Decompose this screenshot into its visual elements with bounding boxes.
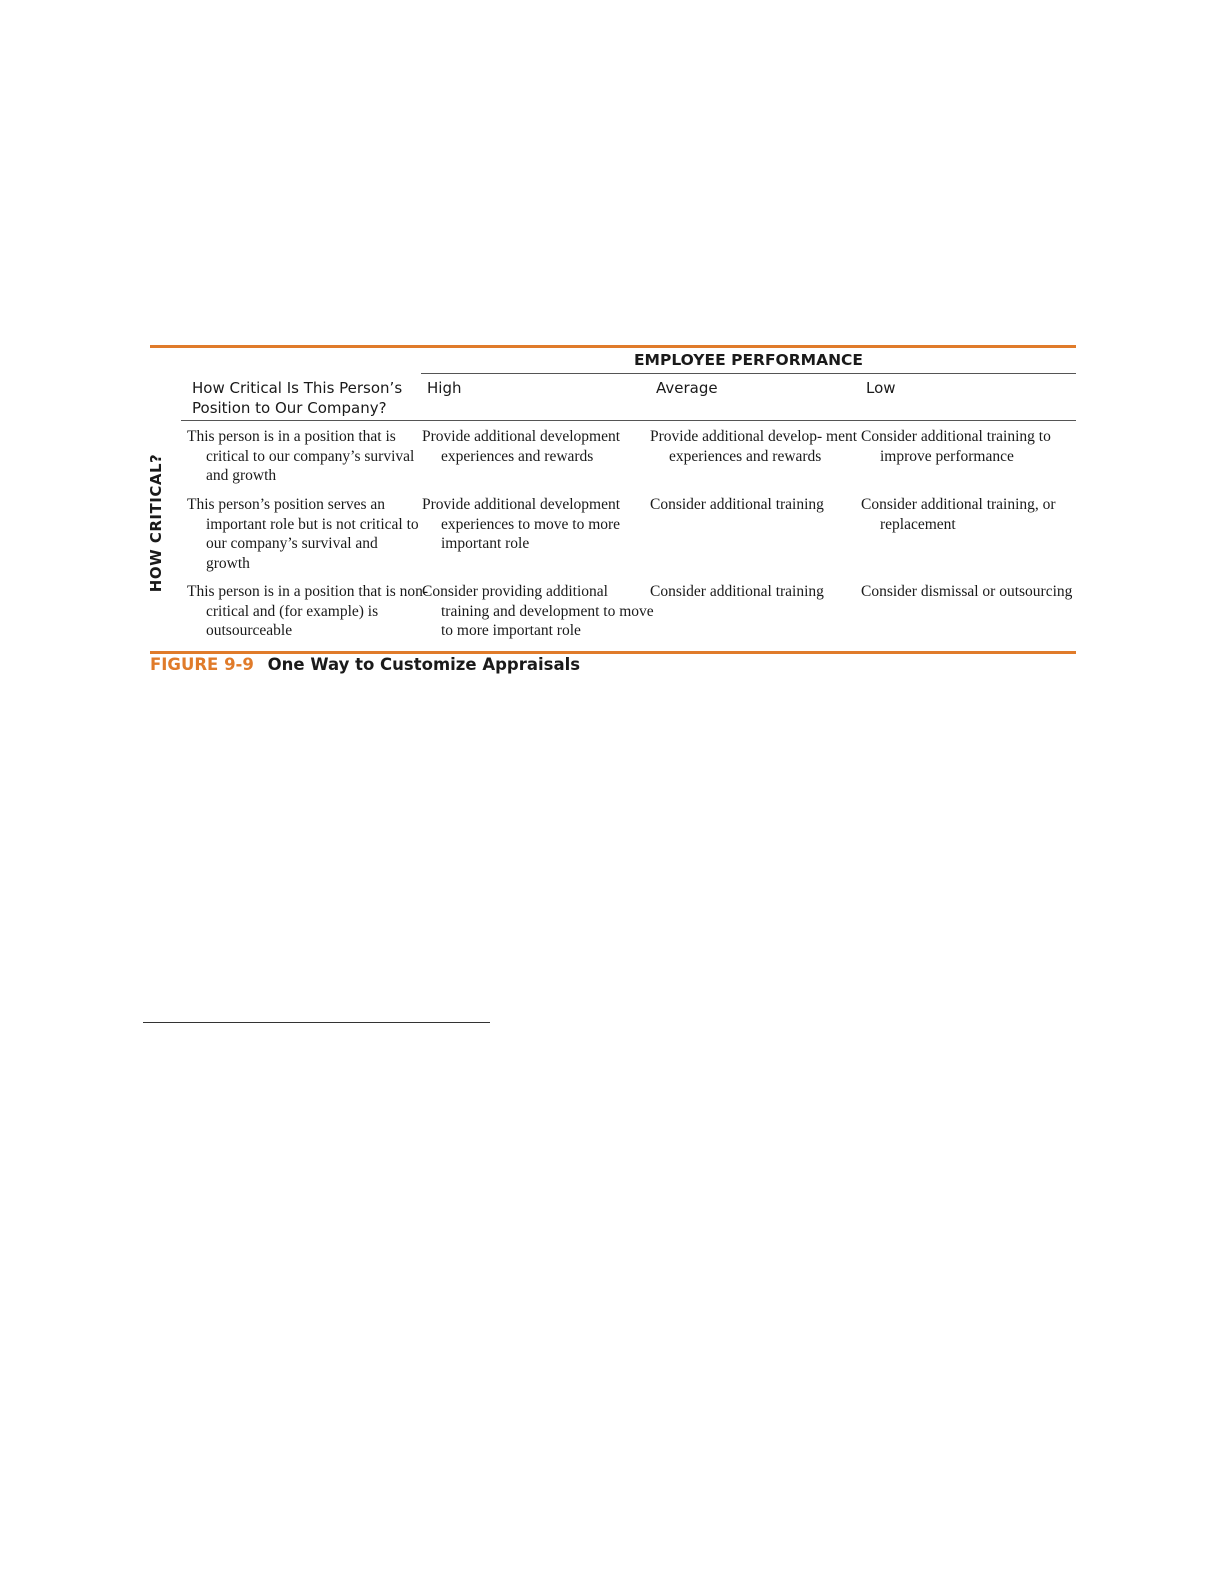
- row-1-high: Provide additional development experiences and rewards: [422, 428, 621, 465]
- figure-title: One Way to Customize Appraisals: [267, 655, 581, 674]
- employee-performance-header: EMPLOYEE PERFORMANCE: [421, 347, 1076, 374]
- row-2-average: Consider additional training: [650, 496, 824, 513]
- row-1-average: Provide additional develop- ment experiences and rewards: [650, 428, 858, 465]
- header-divider: [181, 420, 1076, 421]
- column-header-high: High: [427, 379, 462, 397]
- row-2-criticality: This person’s position serves an important role but is not critical to our company’s survival and growth: [187, 496, 419, 572]
- row-3-criticality: This person is in a position that is non-critical and (for example) is outsourceable: [187, 583, 429, 639]
- row-3-low: Consider dismissal or outsourcing: [861, 583, 1073, 600]
- criticality-column-header: How Critical Is This Person’s Position to Our Company?: [192, 379, 403, 417]
- figure-caption: [150, 654, 580, 676]
- figure-number: FIGURE 9-9: [150, 655, 254, 674]
- footnote-separator: [143, 1022, 490, 1023]
- row-3-average: Consider additional training: [650, 583, 824, 600]
- row-2-low: Consider additional training, or replacement: [861, 496, 1056, 533]
- row-2-high: Provide additional development experiences to move to more important role: [422, 496, 621, 552]
- column-header-low: Low: [866, 379, 896, 397]
- column-header-average: Average: [656, 379, 718, 397]
- row-3-high: Consider providing additional training and development to move to more important role: [422, 583, 654, 639]
- row-1-low: Consider additional training to improve performance: [861, 428, 1051, 465]
- row-1-criticality: This person is in a position that is critical to our company’s survival and growth: [187, 428, 415, 484]
